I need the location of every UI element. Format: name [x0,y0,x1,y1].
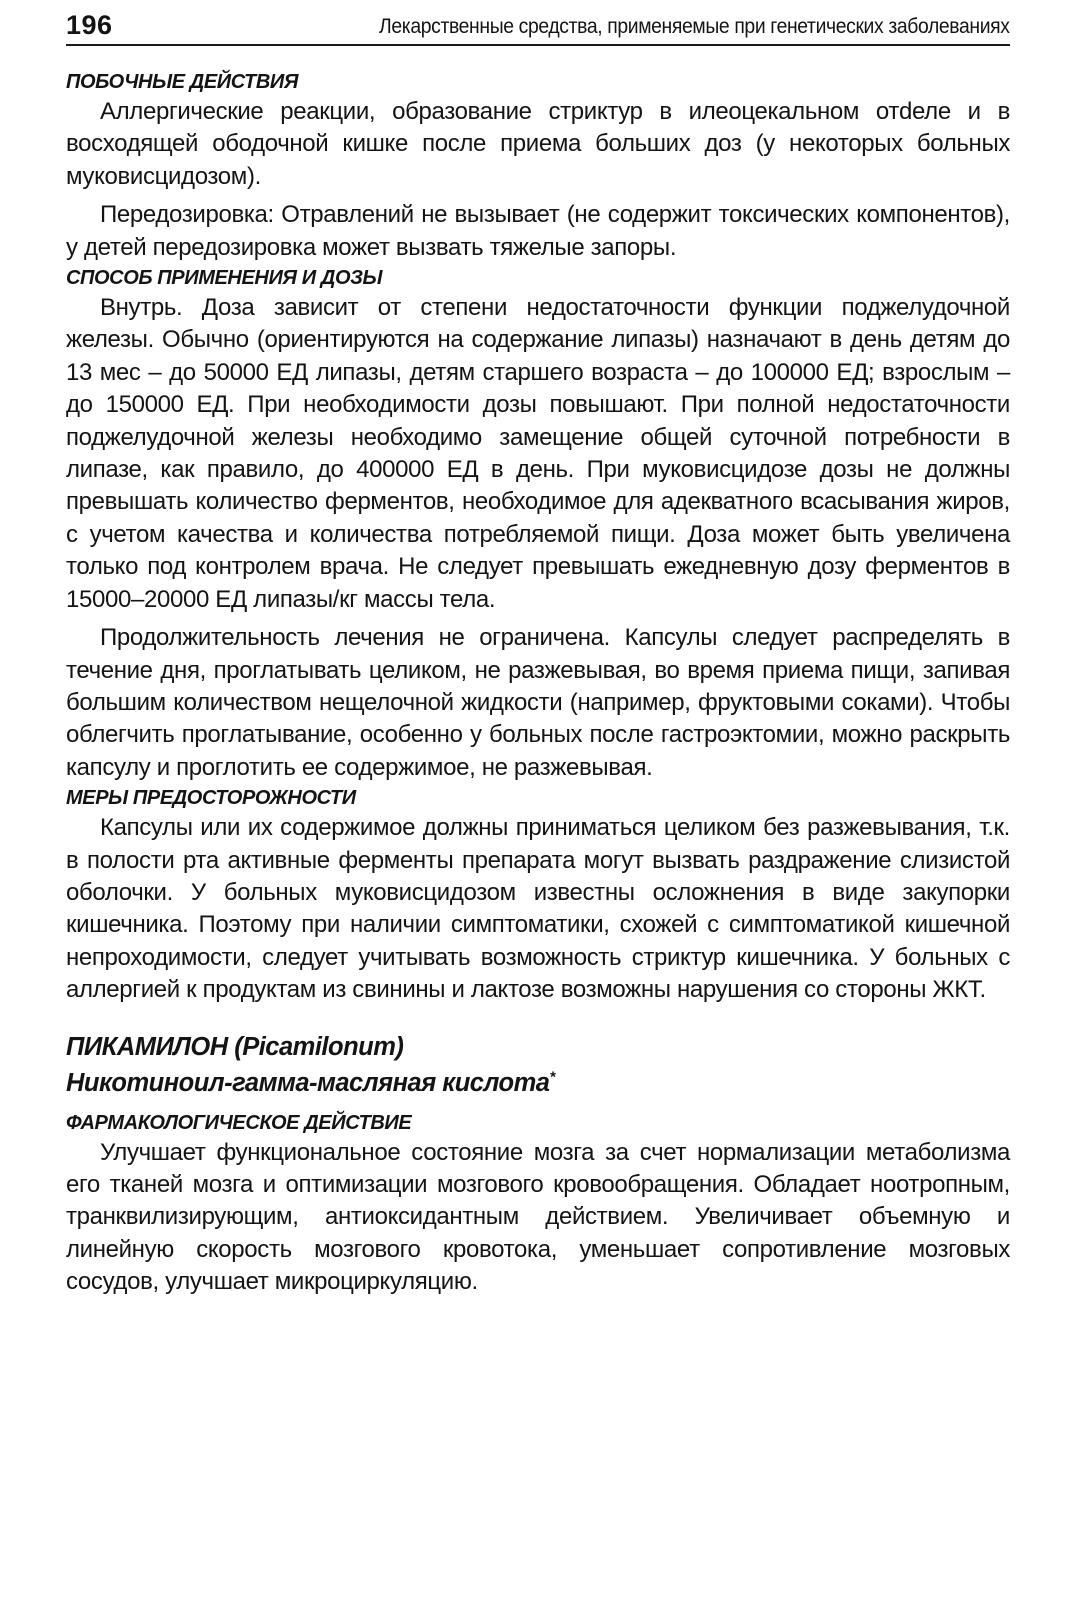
book-page [66,6,1010,1299]
paragraph-duration: Продолжительность лечения не ограничена. Капсулы следует распределять в течение дня, проглатывать целиком, не разжевывая, во время приема пищи, запивая большим количеством нещелочной жидкости (например, фруктовыми соками). Чтобы облегчить проглатывание, особенно у больных после гастроэктомии, можно раскрыть капсулу и проглотить ее содержимое, не разжевывая. [66,624,1010,781]
paragraph-side-effects: Аллергические реакции, образование стриктур в илеоцекальном отdеле и в восходящей ободочной кишке после приема больших доз (у некоторых больных муковисцидозом). [66,98,1010,190]
drug-subtitle-text: Никотиноил-гамма-масляная кислота [66,1068,550,1097]
section-heading-dosage: СПОСОБ ПРИМЕНЕНИЯ И ДОЗЫ [66,267,383,290]
section-heading-pharmacology: ФАРМАКОЛОГИЧЕСКОЕ ДЕЙСТВИЕ [66,1111,412,1134]
section-heading-precautions: МЕРЫ ПРЕДОСТОРОЖНОСТИ [66,787,356,810]
drug-title: ПИКАМИЛОН (Picamilonum) [66,1032,404,1061]
section-heading-side-effects: ПОБОЧНЫЕ ДЕЙСТВИЯ [66,71,299,93]
drug-subtitle [66,1065,1010,1101]
paragraph-pharmacology: Улучшает функциональное состояние мозга за счет нормализации метаболизма его тканей мозга и оптимизации мозгового кровообращения. Обладает ноотропным, транквилизирующим, антиоксидантным действием. Увеличивает объемную и линейную скорость мозгового кровотока, уменьшает сопротивление мозговых сосудов, улучшает микроциркуляцию. [66,1138,1010,1296]
paragraph-overdose: Передозировка: Отравлений не вызывает (не содержит токсических компонентов), у детей передозировка может вызвать тяжелые запоры. [66,201,1010,261]
paragraph-dosage: Внутрь. Доза зависит от степени недостаточности функции поджелудочной железы. Обычно (ориентируются на содержание липазы) назначают в день детям до 13 мес – до 50000 ЕД липазы, детям старшего возраста – до 100000 ЕД; взрослым – до 150000 ЕД. При необходимости дозы повышают. При полной недостаточности поджелудочной железы необходимо замещение общей суточной потребности в липазе, как правило, до 400000 ЕД в день. При муковисцидозе дозы не должны превышать количество ферментов, необходимое для адекватного всасывания жиров, с учетом качества и количества потребляемой пищи. Доза может быть увеличена только под контролем врача. Не следует превышать ежедневную дозу ферментов в 15000–20000 ЕД липазы/кг массы тела. [66,294,1010,613]
paragraph-precautions: Капсулы или их содержимое должны приниматься целиком без разжевывания, т.к. в полости рта активные ферменты препарата могут вызвать раздражение слизистой оболочки. У больных муковисцидозом известны осложнения в виде закупорки кишечника. Поэтому при наличии симптоматики, схожей с симптоматикой кишечной непроходимости, следует учитывать возможность стриктур кишечника. У больных с аллергией к продуктам из свинины и лактозе возможны нарушения со стороны ЖКТ. [66,814,1010,1004]
footnote-mark: * [549,1068,555,1086]
page-number: 196 [66,10,113,40]
page-content [66,68,1010,1299]
drug-entry-header [66,1029,1010,1101]
running-title: Лекарственные средства, применяемые при генетических заболеваниях [379,14,1010,38]
running-header [66,6,1010,46]
